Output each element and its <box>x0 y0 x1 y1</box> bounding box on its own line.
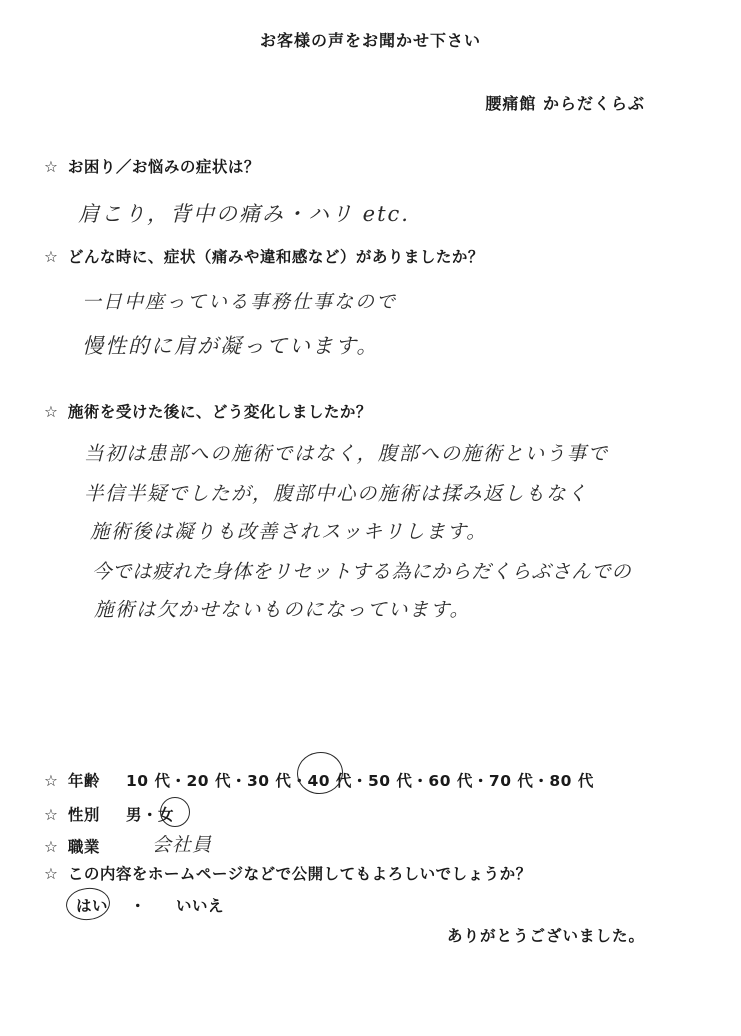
age-option: 80 代 <box>549 772 594 790</box>
thanks-message: ありがとうございました。 <box>446 927 645 945</box>
age-options <box>126 769 594 791</box>
age-option: 10 代 <box>126 772 171 790</box>
age-label: 年齢 <box>67 772 100 790</box>
star-icon: ☆ <box>44 158 59 176</box>
answer-change-line-1: 当初は患部への施術ではなく，腹部への施術という事で <box>84 442 609 465</box>
separator: ・ <box>130 897 147 915</box>
job-answer: 会社員 <box>152 834 213 856</box>
question-symptoms <box>44 155 260 177</box>
separator: ・ <box>351 772 368 790</box>
separator: ・ <box>170 772 187 790</box>
gender-option-selected: 女 <box>158 806 175 824</box>
organization-name: 腰痛館 からだくらぶ <box>485 94 645 113</box>
publish-label: この内容をホームページなどで公開してもよろしいでしょうか？ <box>67 865 532 883</box>
star-icon: ☆ <box>44 248 59 266</box>
question-label: 施術を受けた後に、どう変化しましたか？ <box>67 403 372 421</box>
separator: ・ <box>291 772 308 790</box>
job-label: 職業 <box>67 838 100 856</box>
publish-yes: はい <box>76 897 109 915</box>
job-row <box>44 835 100 857</box>
separator: ・ <box>142 806 159 824</box>
question-when <box>44 245 484 267</box>
separator: ・ <box>533 772 550 790</box>
publish-row <box>44 862 532 884</box>
answer-change-line-2: 半信半疑でしたが，腹部中心の施術は揉み返しもなく <box>84 482 589 505</box>
age-option: 20 代 <box>186 772 231 790</box>
answer-change-line-5: 施術は欠かせないものになっています。 <box>94 598 471 621</box>
answer-when-line-1: 一日中座っている事務仕事なので <box>82 291 398 313</box>
age-option: 30 代 <box>246 772 292 790</box>
age-option: 70 代 <box>488 772 534 790</box>
age-row <box>44 769 100 791</box>
selection-circle <box>64 886 111 922</box>
star-icon: ☆ <box>44 403 59 421</box>
answer-change-line-4: 今では疲れた身体をリセットする為にからだくらぶさんでの <box>92 560 632 583</box>
publish-no: いいえ <box>176 897 225 915</box>
question-label: お困り／お悩みの症状は？ <box>67 158 260 176</box>
gender-option: 男 <box>126 806 143 824</box>
age-option-selected: 40 代 <box>307 772 352 790</box>
selection-circle <box>160 797 190 827</box>
separator: ・ <box>230 772 247 790</box>
answer-change-line-3: 施術後は凝りも改善されスッキリします。 <box>90 520 488 543</box>
separator: ・ <box>472 772 489 790</box>
gender-row <box>44 803 100 825</box>
gender-label: 性別 <box>67 806 100 824</box>
star-icon: ☆ <box>44 838 59 856</box>
separator: ・ <box>412 772 429 790</box>
page-title: お客様の声をお聞かせ下さい <box>259 31 481 50</box>
answer-symptoms: 肩こり，背中の痛み・ハリ etc. <box>78 202 410 226</box>
question-label: どんな時に、症状（痛みや違和感など）がありましたか？ <box>67 248 484 266</box>
star-icon: ☆ <box>44 865 59 883</box>
question-change <box>44 400 372 422</box>
age-option: 60 代 <box>428 772 473 790</box>
star-icon: ☆ <box>44 806 59 824</box>
star-icon: ☆ <box>44 772 59 790</box>
answer-when-line-2: 慢性的に肩が凝っています。 <box>82 334 380 358</box>
age-option: 50 代 <box>367 772 413 790</box>
